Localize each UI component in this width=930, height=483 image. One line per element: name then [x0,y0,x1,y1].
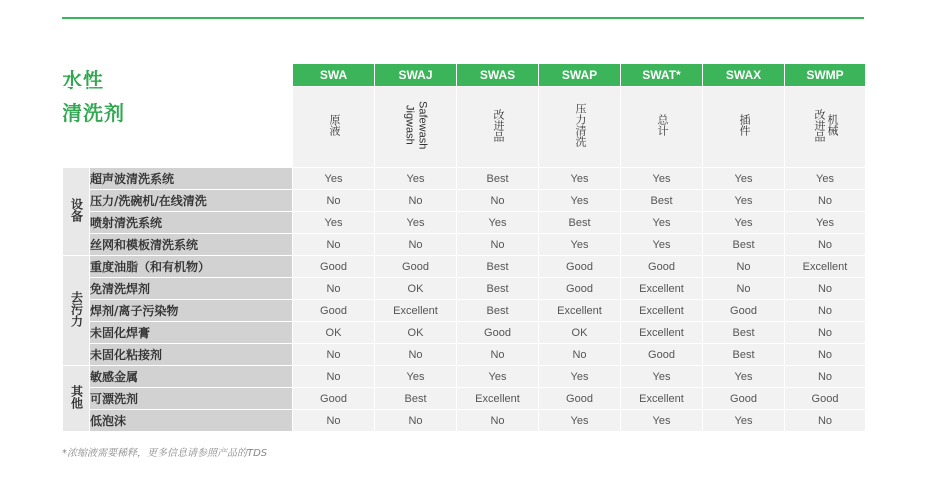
rating-cell: No [457,344,539,366]
rating-cell: No [785,344,866,366]
product-code-header: SWMP [785,64,866,87]
rating-cell: Yes [703,366,785,388]
rating-cell: Good [621,256,703,278]
rating-cell: Yes [539,234,621,256]
rating-cell: Best [457,300,539,322]
product-code-header: SWAS [457,64,539,87]
rating-cell: No [293,366,375,388]
rating-cell: Excellent [785,256,866,278]
feature-label: 焊剂/离子污染物 [90,300,293,322]
table-row [63,344,866,366]
rating-cell: Good [375,256,457,278]
rating-cell: Yes [539,366,621,388]
rating-cell: No [293,278,375,300]
product-description-line: 压力清洗 [574,103,586,147]
product-description [491,109,504,142]
feature-label: 压力/洗碗机/在线清洗 [90,190,293,212]
rating-cell: Good [785,388,866,410]
top-divider-line [62,17,864,19]
rating-cell: Best [457,256,539,278]
rating-cell: Best [621,190,703,212]
product-description [812,109,838,142]
rating-cell: Yes [785,212,866,234]
product-description-cell [539,87,621,168]
product-description-line: 改进品 [492,108,504,142]
rating-cell: Yes [703,410,785,432]
rating-cell: Yes [539,410,621,432]
rating-cell: Excellent [621,388,703,410]
product-description [403,101,429,149]
rating-cell: No [785,190,866,212]
rating-cell: Excellent [621,322,703,344]
rating-cell: Good [703,388,785,410]
table-row [63,322,866,344]
footnote: *浓缩液需要稀释，更多信息请参照产品的TDS [62,448,268,459]
rating-cell: Good [293,256,375,278]
rating-cell: No [375,344,457,366]
rating-cell: OK [539,322,621,344]
product-description-cell [703,87,785,168]
group-label: 其他 [69,384,84,409]
rating-cell: Excellent [375,300,457,322]
rating-cell: Yes [293,168,375,190]
product-code-header: SWAJ [375,64,457,87]
feature-label: 低泡沫 [90,410,293,432]
table-row [63,278,866,300]
rating-cell: OK [293,322,375,344]
product-description [655,114,668,136]
product-code-header: SWA [293,64,375,87]
rating-cell: No [457,190,539,212]
rating-cell: Yes [621,212,703,234]
table-row [63,234,866,256]
rating-cell: Excellent [457,388,539,410]
feature-label: 可漂洗剂 [90,388,293,410]
rating-cell: Yes [703,190,785,212]
rating-cell: No [293,344,375,366]
feature-label: 超声波清洗系统 [90,168,293,190]
product-code-header: SWAP [539,64,621,87]
rating-cell: No [539,344,621,366]
group-label: 去污力 [69,290,84,327]
group-label-cell [63,366,90,432]
rating-cell: Best [703,344,785,366]
product-comparison-table [62,63,866,432]
feature-label: 未固化粘接剂 [90,344,293,366]
product-description-cell [785,87,866,168]
product-description-line: 原液 [328,114,340,136]
group-label-cell [63,256,90,366]
rating-cell: No [785,366,866,388]
feature-label: 丝网和模板清洗系统 [90,234,293,256]
group-label: 设备 [69,197,84,222]
rating-cell: Best [375,388,457,410]
rating-cell: Best [539,212,621,234]
rating-cell: No [375,190,457,212]
rating-cell: No [785,300,866,322]
rating-cell: Yes [293,212,375,234]
rating-cell: Best [703,234,785,256]
rating-cell: No [293,410,375,432]
rating-cell: OK [375,278,457,300]
rating-cell: Good [539,278,621,300]
rating-cell: Yes [375,168,457,190]
product-code-header: SWAT* [621,64,703,87]
table-row [63,388,866,410]
feature-label: 未固化焊膏 [90,322,293,344]
product-description-cell [375,87,457,168]
rating-cell: Good [703,300,785,322]
rating-cell: No [293,234,375,256]
product-description-cell [293,87,375,168]
group-label-cell [63,168,90,256]
rating-cell: Good [539,388,621,410]
product-description-line: Jigwash [403,105,416,145]
table-row [63,168,866,190]
rating-cell: Good [457,322,539,344]
rating-cell: Excellent [539,300,621,322]
product-description-line: 机械 [826,114,838,136]
rating-cell: No [703,278,785,300]
rating-cell: No [785,322,866,344]
table-row [63,410,866,432]
rating-cell: Yes [375,212,457,234]
feature-label: 重度油脂（和有机物） [90,256,293,278]
rating-cell: OK [375,322,457,344]
product-description [737,114,750,136]
rating-cell: Excellent [621,300,703,322]
rating-cell: Best [457,278,539,300]
rating-cell: Good [293,388,375,410]
rating-cell: No [293,190,375,212]
rating-cell: Good [539,256,621,278]
rating-cell: Good [293,300,375,322]
product-description-row [63,87,866,168]
rating-cell: Yes [621,410,703,432]
table-row [63,256,866,278]
rating-cell: No [375,410,457,432]
table-row [63,300,866,322]
page-title-line1: 水性 [62,68,104,92]
product-description-line: Safewash [416,100,429,150]
rating-cell: Best [703,322,785,344]
page-title-line2: 清洗剂 [62,101,125,125]
product-description [573,103,586,147]
rating-cell: Yes [703,212,785,234]
rating-cell: Yes [375,366,457,388]
feature-label: 敏感金属 [90,366,293,388]
product-description-cell [457,87,539,168]
product-description-line: 改进品 [813,108,825,142]
feature-label: 喷射清洗系统 [90,212,293,234]
product-description-line: 总计 [656,114,668,136]
product-description [327,114,340,136]
rating-cell: Yes [539,190,621,212]
rating-cell: Excellent [621,278,703,300]
rating-cell: No [785,410,866,432]
rating-cell: No [375,234,457,256]
rating-cell: No [785,234,866,256]
rating-cell: Yes [621,366,703,388]
product-code-row [63,64,866,87]
rating-cell: Yes [539,168,621,190]
rating-cell: No [703,256,785,278]
table-row [63,366,866,388]
rating-cell: No [785,278,866,300]
rating-cell: Yes [621,234,703,256]
rating-cell: Yes [457,366,539,388]
header-spacer [63,64,293,87]
rating-cell: Best [457,168,539,190]
feature-label: 免清洗焊剂 [90,278,293,300]
product-description-line: 插件 [738,114,750,136]
rating-cell: No [457,234,539,256]
product-description-cell [621,87,703,168]
rating-cell: No [457,410,539,432]
rating-cell: Good [621,344,703,366]
table-row [63,212,866,234]
table-row [63,190,866,212]
rating-cell: Yes [621,168,703,190]
header-spacer [63,87,293,168]
product-code-header: SWAX [703,64,785,87]
rating-cell: Yes [703,168,785,190]
rating-cell: Yes [785,168,866,190]
rating-cell: Yes [457,212,539,234]
